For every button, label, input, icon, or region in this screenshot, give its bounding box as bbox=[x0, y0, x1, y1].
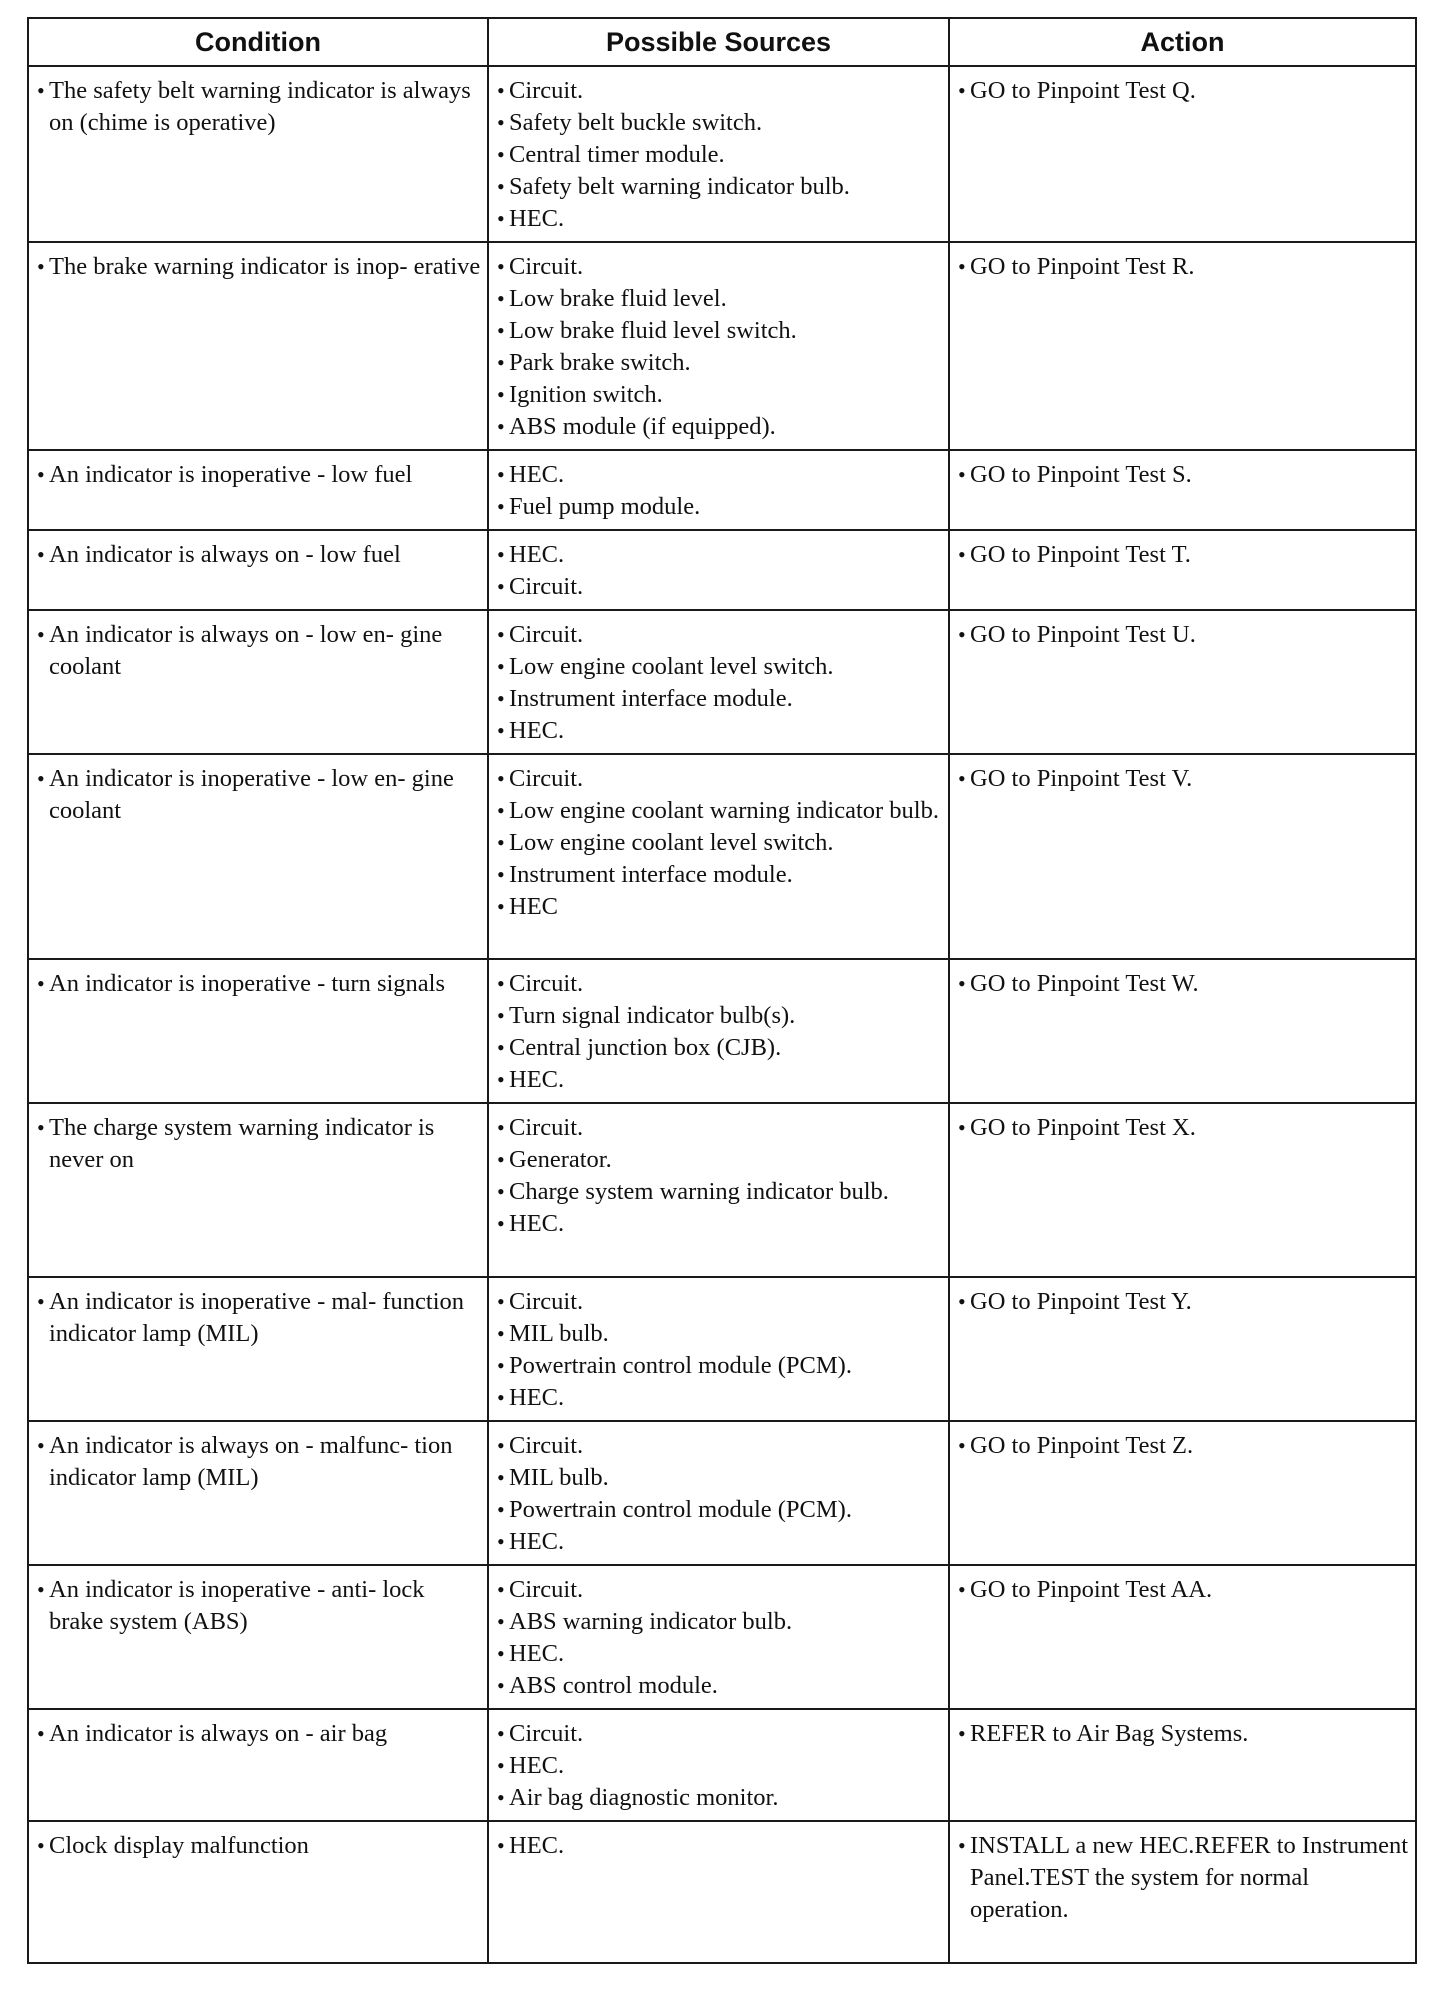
source-item: • Circuit. bbox=[497, 763, 942, 795]
condition-text: • An indicator is always on - low fuel bbox=[37, 539, 481, 571]
table-row bbox=[28, 1421, 1416, 1565]
source-item: • Low engine coolant warning indicator bulb. bbox=[497, 795, 942, 827]
table-body bbox=[28, 66, 1416, 1963]
source-item: • Charge system warning indicator bulb. bbox=[497, 1176, 942, 1208]
source-item: • Circuit. bbox=[497, 1430, 942, 1462]
source-item: • HEC bbox=[497, 891, 942, 923]
table-row bbox=[28, 66, 1416, 242]
source-item: • Park brake switch. bbox=[497, 347, 942, 379]
condition-text: • An indicator is inoperative - low fuel bbox=[37, 459, 481, 491]
condition-cell bbox=[28, 1821, 488, 1963]
source-item: • HEC. bbox=[497, 1208, 942, 1240]
source-item: • MIL bulb. bbox=[497, 1462, 942, 1494]
sources-cell bbox=[488, 242, 949, 450]
action-cell bbox=[949, 1421, 1416, 1565]
sources-cell bbox=[488, 66, 949, 242]
source-item: • Safety belt buckle switch. bbox=[497, 107, 942, 139]
source-item: • Circuit. bbox=[497, 571, 942, 603]
source-item: • HEC. bbox=[497, 1750, 942, 1782]
condition-cell bbox=[28, 1277, 488, 1421]
condition-text: • Clock display malfunction bbox=[37, 1830, 481, 1862]
action-cell bbox=[949, 1821, 1416, 1963]
sources-cell bbox=[488, 1709, 949, 1821]
condition-cell bbox=[28, 530, 488, 610]
action-text: • GO to Pinpoint Test S. bbox=[958, 459, 1409, 491]
condition-text: • An indicator is inoperative - anti- lock brake system (ABS) bbox=[37, 1574, 481, 1638]
condition-text: • The safety belt warning indicator is always on (chime is operative) bbox=[37, 75, 481, 139]
source-item: • Circuit. bbox=[497, 251, 942, 283]
action-text: • GO to Pinpoint Test Y. bbox=[958, 1286, 1409, 1318]
sources-cell bbox=[488, 959, 949, 1103]
source-item: • ABS module (if equipped). bbox=[497, 411, 942, 443]
action-text: • GO to Pinpoint Test Q. bbox=[958, 75, 1409, 107]
action-text: • GO to Pinpoint Test R. bbox=[958, 251, 1409, 283]
table-row bbox=[28, 610, 1416, 754]
action-cell bbox=[949, 1103, 1416, 1277]
source-item: • HEC. bbox=[497, 459, 942, 491]
sources-cell bbox=[488, 1565, 949, 1709]
sources-cell bbox=[488, 1277, 949, 1421]
action-cell bbox=[949, 530, 1416, 610]
sources-cell bbox=[488, 450, 949, 530]
header-possible-sources: Possible Sources bbox=[488, 18, 949, 66]
source-item: • Air bag diagnostic monitor. bbox=[497, 1782, 942, 1814]
condition-text: • An indicator is inoperative - turn signals bbox=[37, 968, 481, 1000]
source-item: • Low brake fluid level switch. bbox=[497, 315, 942, 347]
source-item: • HEC. bbox=[497, 1526, 942, 1558]
table-row bbox=[28, 242, 1416, 450]
source-item: • HEC. bbox=[497, 203, 942, 235]
condition-cell bbox=[28, 66, 488, 242]
source-item: • Circuit. bbox=[497, 1112, 942, 1144]
source-item: • Safety belt warning indicator bulb. bbox=[497, 171, 942, 203]
table-row bbox=[28, 1709, 1416, 1821]
action-cell bbox=[949, 1565, 1416, 1709]
sources-cell bbox=[488, 1821, 949, 1963]
source-item: • Circuit. bbox=[497, 1718, 942, 1750]
condition-text: • An indicator is always on - low en- gine coolant bbox=[37, 619, 481, 683]
condition-cell bbox=[28, 610, 488, 754]
source-item: • Turn signal indicator bulb(s). bbox=[497, 1000, 942, 1032]
action-cell bbox=[949, 610, 1416, 754]
source-item: • Powertrain control module (PCM). bbox=[497, 1494, 942, 1526]
action-text: • GO to Pinpoint Test AA. bbox=[958, 1574, 1409, 1606]
condition-text: • An indicator is inoperative - low en- gine coolant bbox=[37, 763, 481, 827]
source-item: • Central junction box (CJB). bbox=[497, 1032, 942, 1064]
action-cell bbox=[949, 959, 1416, 1103]
source-item: • Fuel pump module. bbox=[497, 491, 942, 523]
action-cell bbox=[949, 754, 1416, 959]
sources-cell bbox=[488, 1421, 949, 1565]
source-item: • Circuit. bbox=[497, 968, 942, 1000]
sources-cell bbox=[488, 754, 949, 959]
action-text: • GO to Pinpoint Test X. bbox=[958, 1112, 1409, 1144]
source-item: • Instrument interface module. bbox=[497, 683, 942, 715]
source-item: • HEC. bbox=[497, 539, 942, 571]
table-row bbox=[28, 959, 1416, 1103]
source-item: • Powertrain control module (PCM). bbox=[497, 1350, 942, 1382]
source-item: • Instrument interface module. bbox=[497, 859, 942, 891]
condition-cell bbox=[28, 1421, 488, 1565]
source-item: • Low engine coolant level switch. bbox=[497, 827, 942, 859]
action-cell bbox=[949, 1277, 1416, 1421]
header-action: Action bbox=[949, 18, 1416, 66]
condition-cell bbox=[28, 450, 488, 530]
header-condition: Condition bbox=[28, 18, 488, 66]
source-item: • Central timer module. bbox=[497, 139, 942, 171]
source-item: • ABS control module. bbox=[497, 1670, 942, 1702]
condition-text: • The charge system warning indicator is never on bbox=[37, 1112, 481, 1176]
table-row bbox=[28, 754, 1416, 959]
source-item: • Generator. bbox=[497, 1144, 942, 1176]
condition-text: • The brake warning indicator is inop- erative bbox=[37, 251, 481, 283]
source-item: • HEC. bbox=[497, 1638, 942, 1670]
action-text: • GO to Pinpoint Test U. bbox=[958, 619, 1409, 651]
source-item: • Low brake fluid level. bbox=[497, 283, 942, 315]
source-item: • ABS warning indicator bulb. bbox=[497, 1606, 942, 1638]
condition-cell bbox=[28, 754, 488, 959]
source-item: • MIL bulb. bbox=[497, 1318, 942, 1350]
action-text: • GO to Pinpoint Test T. bbox=[958, 539, 1409, 571]
action-text: • INSTALL a new HEC.REFER to Instrument Panel.TEST the system for normal operation. bbox=[958, 1830, 1409, 1926]
header-row bbox=[28, 18, 1416, 66]
action-cell bbox=[949, 242, 1416, 450]
action-text: • REFER to Air Bag Systems. bbox=[958, 1718, 1409, 1750]
condition-text: • An indicator is inoperative - mal- function indicator lamp (MIL) bbox=[37, 1286, 481, 1350]
action-text: • GO to Pinpoint Test Z. bbox=[958, 1430, 1409, 1462]
condition-cell bbox=[28, 959, 488, 1103]
table-row bbox=[28, 1821, 1416, 1963]
source-item: • Circuit. bbox=[497, 1286, 942, 1318]
source-item: • Ignition switch. bbox=[497, 379, 942, 411]
table-row bbox=[28, 530, 1416, 610]
source-item: • Circuit. bbox=[497, 619, 942, 651]
condition-text: • An indicator is always on - air bag bbox=[37, 1718, 481, 1750]
condition-cell bbox=[28, 1103, 488, 1277]
condition-text: • An indicator is always on - malfunc- tion indicator lamp (MIL) bbox=[37, 1430, 481, 1494]
condition-cell bbox=[28, 1565, 488, 1709]
diagnostic-table bbox=[27, 17, 1417, 1964]
sources-cell bbox=[488, 1103, 949, 1277]
sources-cell bbox=[488, 610, 949, 754]
source-item: • Circuit. bbox=[497, 1574, 942, 1606]
action-cell bbox=[949, 450, 1416, 530]
action-cell bbox=[949, 1709, 1416, 1821]
table-header bbox=[28, 18, 1416, 66]
source-item: • HEC. bbox=[497, 1382, 942, 1414]
table-row bbox=[28, 450, 1416, 530]
table-row bbox=[28, 1103, 1416, 1277]
source-item: • HEC. bbox=[497, 1830, 942, 1862]
source-item: • Low engine coolant level switch. bbox=[497, 651, 942, 683]
sources-cell bbox=[488, 530, 949, 610]
table-row bbox=[28, 1565, 1416, 1709]
condition-cell bbox=[28, 242, 488, 450]
source-item: • HEC. bbox=[497, 715, 942, 747]
action-cell bbox=[949, 66, 1416, 242]
condition-cell bbox=[28, 1709, 488, 1821]
table-row bbox=[28, 1277, 1416, 1421]
action-text: • GO to Pinpoint Test V. bbox=[958, 763, 1409, 795]
source-item: • HEC. bbox=[497, 1064, 942, 1096]
action-text: • GO to Pinpoint Test W. bbox=[958, 968, 1409, 1000]
source-item: • Circuit. bbox=[497, 75, 942, 107]
